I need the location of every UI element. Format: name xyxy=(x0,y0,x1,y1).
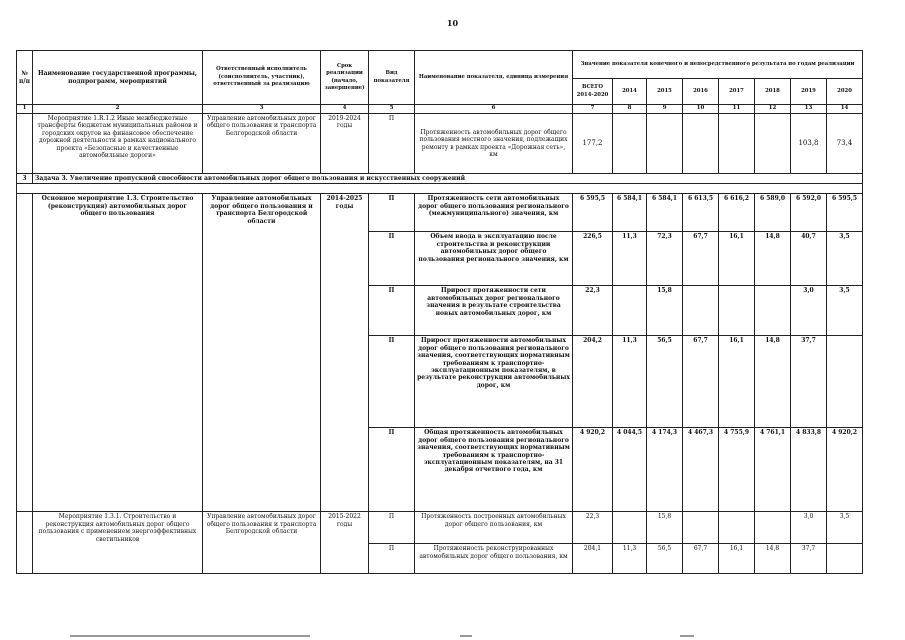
next-page-text-fragment xyxy=(60,632,860,640)
value-cell xyxy=(755,114,791,174)
value-cell: 11,3 xyxy=(613,232,647,286)
value-total: 22,3 xyxy=(573,286,613,336)
main-event-name: Основное мероприятие 1.3. Строительство (реконструкция) автомобильных дорог общего пользования xyxy=(33,194,203,512)
header-indicator: Наименование показателя, единица измерения xyxy=(415,51,573,105)
indicator-name: Прирост протяженности сети автомобильных дорог регионального значения в результате строительства новых автомобильных дорог, км xyxy=(415,286,573,336)
main-event-executor: Управление автомобильных дорог общего пользования и транспорта Белгородской области xyxy=(203,194,321,512)
column-number: 5 xyxy=(369,105,415,114)
value-cell: 3,5 xyxy=(827,512,863,544)
value-cell: 3,0 xyxy=(791,286,827,336)
value-total: 226,5 xyxy=(573,232,613,286)
value-cell: 40,7 xyxy=(791,232,827,286)
row-num-cell xyxy=(17,114,33,174)
value-cell xyxy=(755,512,791,544)
indicator-name: Прирост протяженности автомобильных дорог общего пользования регионального значения, соответствующих нормативным требованиям к транспортно-эксплуатационным показателям, в результате реконструкции автомобильных дорог, км xyxy=(415,336,573,428)
column-number: 6 xyxy=(415,105,573,114)
indicator-type: П xyxy=(369,512,415,544)
indicator-type: П xyxy=(369,114,415,174)
value-cell: 15,8 xyxy=(647,512,683,544)
value-cell: 11,3 xyxy=(613,544,647,574)
value-total: 204,2 xyxy=(573,336,613,428)
value-cell: 67,7 xyxy=(683,544,719,574)
value-cell: 14,8 xyxy=(755,336,791,428)
value-cell xyxy=(827,544,863,574)
value-cell: 6 584,1 xyxy=(613,194,647,232)
indicator-type: П xyxy=(369,232,415,286)
value-cell: 72,3 xyxy=(647,232,683,286)
event-name: Мероприятие 1.R.1.2 Иные межбюджетные трансферты бюджетам муниципальных районов и городских округов на финансовое обеспечение дорожной деятельности в рамках национального проекта «Безопасные и качественные автомобильные дороги» xyxy=(33,114,203,174)
value-cell: 4 044,5 xyxy=(613,428,647,512)
header-year: 2020 xyxy=(827,79,863,105)
value-cell: 67,7 xyxy=(683,232,719,286)
value-cell: 67,7 xyxy=(683,336,719,428)
indicator-name: Протяженность автомобильных дорог общего пользования местного значения, подлежащих ремонту в рамках проекта «Дорожная сеть», км xyxy=(415,114,573,174)
event-term: 2019-2024 годы xyxy=(321,114,369,174)
indicator-type: П xyxy=(369,286,415,336)
value-cell: 11,3 xyxy=(613,336,647,428)
spacer-row xyxy=(17,184,863,194)
value-cell: 37,7 xyxy=(791,336,827,428)
value-cell xyxy=(613,512,647,544)
header-type: Вид показателя xyxy=(369,51,415,105)
value-cell: 3,5 xyxy=(827,232,863,286)
indicators-table xyxy=(16,50,863,574)
header-values: Значение показателя конечного и непосредственного результата по годам реализации xyxy=(573,51,863,79)
value-cell: 3,0 xyxy=(791,512,827,544)
table-row-event-1r12 xyxy=(17,114,863,174)
indicator-name: Общая протяженность автомобильных дорог общего пользования регионального значения, соответствующих нормативным требованиям к транспортно-эксплуатационным показателям, на 31 декабря отчетного года, км xyxy=(415,428,573,512)
value-cell xyxy=(719,286,755,336)
value-cell: 16,1 xyxy=(719,232,755,286)
indicator-type: П xyxy=(369,428,415,512)
event-executor: Управление автомобильных дорог общего пользования и транспорта Белгородской области xyxy=(203,114,321,174)
task-title: Задача 3. Увеличение пропускной способности автомобильных дорог общего пользования и искусственных сооружений xyxy=(33,174,863,184)
table-row-event-131-1 xyxy=(17,512,863,544)
column-number: 7 xyxy=(573,105,613,114)
column-number: 8 xyxy=(613,105,647,114)
column-number: 3 xyxy=(203,105,321,114)
indicator-name: Объем ввода в эксплуатацию после строительства и реконструкции автомобильных дорог общего пользования регионального значения, км xyxy=(415,232,573,286)
event-executor: Управление автомобильных дорог общего пользования и транспорта Белгородской области xyxy=(203,512,321,574)
task-num: 3 xyxy=(17,174,33,184)
main-event-term: 2014-2025 годы xyxy=(321,194,369,512)
column-number: 10 xyxy=(683,105,719,114)
header-name: Наименование государственной программы, подпрограмм, мероприятий xyxy=(33,51,203,105)
value-cell: 4 833,8 xyxy=(791,428,827,512)
value-cell: 56,5 xyxy=(647,544,683,574)
value-cell: 6 589,0 xyxy=(755,194,791,232)
value-cell: 4 761,1 xyxy=(755,428,791,512)
column-number: 12 xyxy=(755,105,791,114)
value-cell: 6 592,0 xyxy=(791,194,827,232)
header-exec: Ответственный исполнитель (соисполнитель, участник), ответственный за реализацию xyxy=(203,51,321,105)
value-cell: 73,4 xyxy=(827,114,863,174)
value-cell xyxy=(719,114,755,174)
header-year: 2018 xyxy=(755,79,791,105)
indicator-type: П xyxy=(369,544,415,574)
value-total: 22,3 xyxy=(573,512,613,544)
value-cell xyxy=(827,336,863,428)
value-cell xyxy=(613,286,647,336)
column-number: 14 xyxy=(827,105,863,114)
value-cell: 16,1 xyxy=(719,336,755,428)
column-number: 1 xyxy=(17,105,33,114)
value-cell: 6 584,1 xyxy=(647,194,683,232)
value-total: 177,2 xyxy=(573,114,613,174)
value-cell: 4 755,9 xyxy=(719,428,755,512)
table-row-main-event-1 xyxy=(17,194,863,232)
header-year: 2019 xyxy=(791,79,827,105)
column-number: 11 xyxy=(719,105,755,114)
value-cell: 14,8 xyxy=(755,544,791,574)
value-total: 4 920,2 xyxy=(573,428,613,512)
event-name: Мероприятие 1.3.1. Строительство и реконструкция автомобильных дорог общего пользования с применением энергоэффективных светильников xyxy=(33,512,203,574)
header-year: 2016 xyxy=(683,79,719,105)
table-row-task3 xyxy=(17,174,863,184)
header-year: 2015 xyxy=(647,79,683,105)
value-cell: 37,7 xyxy=(791,544,827,574)
value-cell: 6 613,5 xyxy=(683,194,719,232)
value-cell: 14,8 xyxy=(755,232,791,286)
value-cell: 56,5 xyxy=(647,336,683,428)
value-cell: 16,1 xyxy=(719,544,755,574)
value-cell xyxy=(683,114,719,174)
indicator-name: Протяженность построенных автомобильных дорог общего пользования, км xyxy=(415,512,573,544)
indicator-name: Протяженность сети автомобильных дорог общего пользования регионального (межмуниципального) значения, км xyxy=(415,194,573,232)
value-total: 6 595,5 xyxy=(573,194,613,232)
value-cell: 6 595,5 xyxy=(827,194,863,232)
value-cell: 3,5 xyxy=(827,286,863,336)
indicator-type: П xyxy=(369,336,415,428)
column-number: 13 xyxy=(791,105,827,114)
header-num: № п/п xyxy=(17,51,33,105)
value-cell xyxy=(755,286,791,336)
value-cell: 4 920,2 xyxy=(827,428,863,512)
value-cell: 15,8 xyxy=(647,286,683,336)
value-cell xyxy=(613,114,647,174)
value-cell: 4 467,3 xyxy=(683,428,719,512)
column-number: 4 xyxy=(321,105,369,114)
header-total: ВСЕГО 2014-2020 xyxy=(573,79,613,105)
value-cell: 6 616,2 xyxy=(719,194,755,232)
value-cell xyxy=(647,114,683,174)
column-number: 9 xyxy=(647,105,683,114)
value-cell: 4 174,3 xyxy=(647,428,683,512)
page-number: 10 xyxy=(446,18,459,28)
column-number: 2 xyxy=(33,105,203,114)
event-term: 2015-2022 годы xyxy=(321,512,369,574)
indicator-type: П xyxy=(369,194,415,232)
value-cell xyxy=(719,512,755,544)
header-year: 2017 xyxy=(719,79,755,105)
column-numbers-row xyxy=(17,105,863,114)
value-cell xyxy=(683,512,719,544)
value-cell xyxy=(683,286,719,336)
value-total: 204,1 xyxy=(573,544,613,574)
header-row-1 xyxy=(17,51,863,79)
header-year: 2014 xyxy=(613,79,647,105)
value-cell: 103,8 xyxy=(791,114,827,174)
indicator-name: Протяженность реконструированных автомобильных дорог общего пользования, км xyxy=(415,544,573,574)
header-term: Срок реализации (начало, завершение) xyxy=(321,51,369,105)
